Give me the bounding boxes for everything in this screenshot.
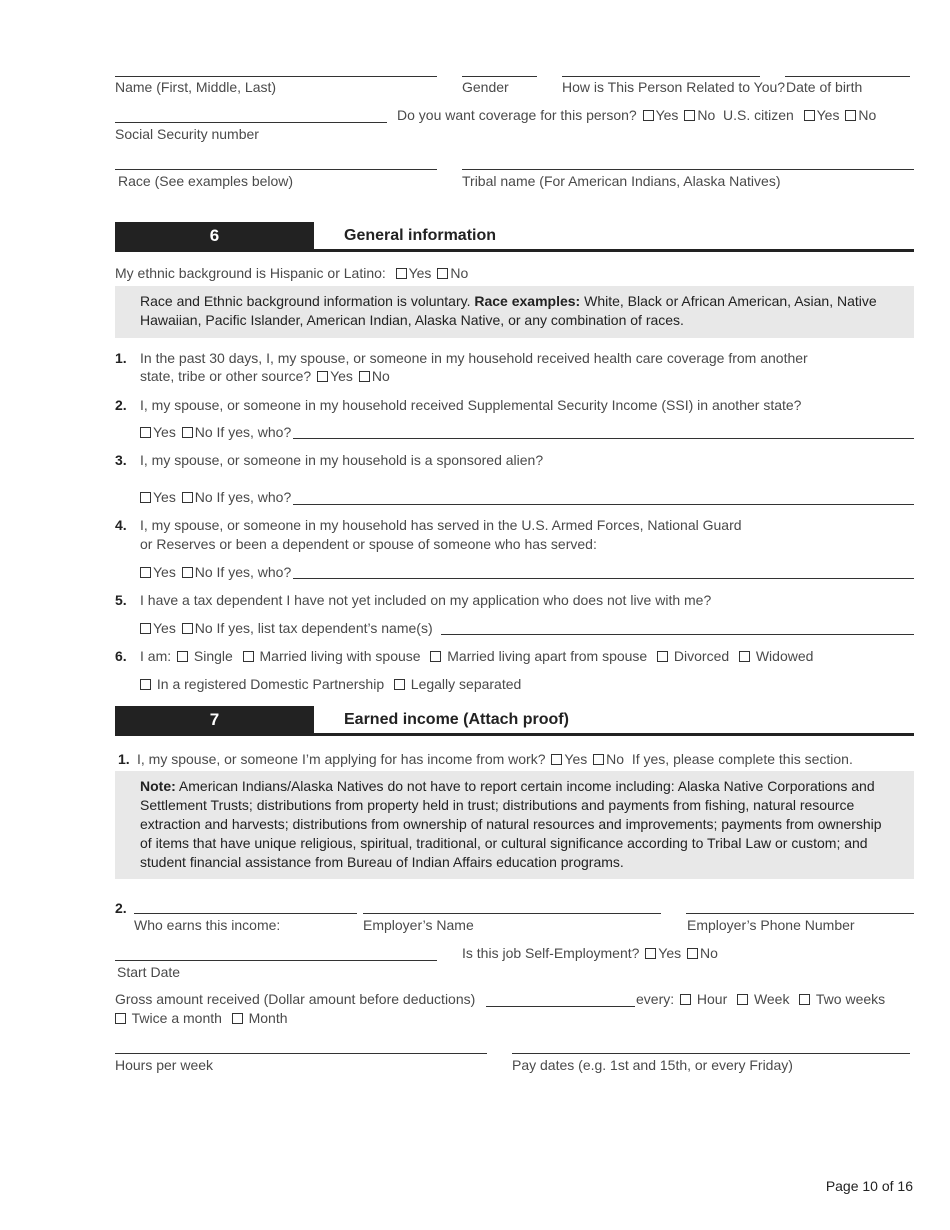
race-note-intro: Race and Ethnic background information is voluntary. bbox=[140, 293, 471, 309]
frequency-row bbox=[636, 991, 885, 1008]
section-7-number: 7 bbox=[115, 706, 314, 734]
s7-q1-no-label: No bbox=[606, 751, 625, 767]
s7-q1-tail: If yes, please complete this section. bbox=[631, 751, 853, 767]
hispanic-question bbox=[115, 265, 468, 282]
q4-answer bbox=[138, 564, 291, 581]
tribal-label: Tribal name (For American Indians, Alaska Natives) bbox=[462, 173, 781, 189]
widowed-checkbox[interactable] bbox=[739, 651, 750, 662]
q2-answer bbox=[138, 424, 291, 441]
ssn-field[interactable] bbox=[115, 122, 387, 123]
domestic-partnership-checkbox[interactable] bbox=[140, 679, 151, 690]
q5-yes-checkbox[interactable] bbox=[140, 623, 151, 634]
divorced-label: Divorced bbox=[673, 648, 730, 664]
q6-label: I am: bbox=[140, 648, 172, 664]
q5-number: 5. bbox=[115, 592, 127, 608]
pay-dates-field[interactable] bbox=[512, 1053, 910, 1054]
q4-line1: I, my spouse, or someone in my household has served in the U.S. Armed Forces, National Guard bbox=[140, 517, 742, 533]
hispanic-yes-label: Yes bbox=[408, 265, 432, 281]
month-label: Month bbox=[248, 1010, 288, 1026]
q2-no-label: No bbox=[194, 424, 213, 440]
q4-yes-checkbox[interactable] bbox=[140, 567, 151, 578]
coverage-yes-checkbox[interactable] bbox=[643, 110, 654, 121]
race-note-box bbox=[115, 286, 914, 338]
race-note-text bbox=[140, 292, 894, 330]
q1-no-checkbox[interactable] bbox=[359, 371, 370, 382]
gender-label: Gender bbox=[462, 79, 509, 95]
married-apart-label: Married living apart from spouse bbox=[447, 648, 648, 664]
coverage-no-checkbox[interactable] bbox=[684, 110, 695, 121]
q3-yes-checkbox[interactable] bbox=[140, 492, 151, 503]
q4-no-checkbox[interactable] bbox=[182, 567, 193, 578]
q3-who-field[interactable] bbox=[293, 504, 914, 505]
s7-q1-no-checkbox[interactable] bbox=[593, 754, 604, 765]
s7-q1-text: I, my spouse, or someone I’m applying for has income from work? bbox=[137, 751, 546, 767]
q5-no-label: No bbox=[194, 620, 213, 636]
s7-q1-row bbox=[137, 751, 853, 768]
pay-dates-label: Pay dates (e.g. 1st and 15th, or every Friday) bbox=[512, 1057, 793, 1073]
dob-label: Date of birth bbox=[786, 79, 863, 95]
citizen-no-checkbox[interactable] bbox=[845, 110, 856, 121]
page-number: Page 10 of 16 bbox=[825, 1178, 913, 1194]
name-label: Name (First, Middle, Last) bbox=[115, 79, 277, 95]
hispanic-no-label: No bbox=[450, 265, 469, 281]
married-with-spouse-label: Married living with spouse bbox=[259, 648, 421, 664]
q1-yes-label: Yes bbox=[330, 368, 353, 384]
hispanic-yes-checkbox[interactable] bbox=[396, 268, 407, 279]
q5-ifyes-label: If yes, list tax dependent’s name(s) bbox=[216, 620, 433, 636]
section-7-header bbox=[115, 706, 914, 736]
q5-yes-label: Yes bbox=[153, 620, 176, 636]
single-label: Single bbox=[193, 648, 233, 664]
q2-number: 2. bbox=[115, 397, 127, 413]
citizen-yes-checkbox[interactable] bbox=[804, 110, 815, 121]
section-6-number: 6 bbox=[115, 222, 314, 250]
hour-label: Hour bbox=[696, 991, 728, 1007]
section-6-rule bbox=[115, 249, 914, 252]
employer-name-field[interactable] bbox=[363, 913, 661, 914]
income-note-box bbox=[115, 771, 914, 879]
q5-names-field[interactable] bbox=[441, 634, 914, 635]
q2-text: I, my spouse, or someone in my household received Supplemental Security Income (SSI) in another state? bbox=[140, 397, 802, 413]
every-label: every: bbox=[636, 991, 675, 1007]
frequency-row2 bbox=[113, 1010, 288, 1027]
name-field[interactable] bbox=[115, 76, 437, 77]
legally-separated-label: Legally separated bbox=[410, 676, 522, 692]
q5-answer bbox=[138, 620, 433, 637]
widowed-label: Widowed bbox=[755, 648, 814, 664]
race-note-bold: Race examples: bbox=[474, 293, 581, 309]
start-date-field[interactable] bbox=[115, 960, 437, 961]
coverage-no-label: No bbox=[697, 107, 716, 123]
q3-yes-label: Yes bbox=[153, 489, 176, 505]
twice-a-month-checkbox[interactable] bbox=[115, 1013, 126, 1024]
q1-number: 1. bbox=[115, 350, 127, 366]
gender-field[interactable] bbox=[462, 76, 537, 77]
month-checkbox[interactable] bbox=[232, 1013, 243, 1024]
week-checkbox[interactable] bbox=[737, 994, 748, 1005]
q6-number: 6. bbox=[115, 648, 127, 664]
tribal-field[interactable] bbox=[462, 169, 914, 170]
q4-yes-label: Yes bbox=[153, 564, 176, 580]
relation-label: How is This Person Related to You? bbox=[562, 79, 786, 95]
section-7-rule bbox=[115, 733, 914, 736]
twice-a-month-label: Twice a month bbox=[131, 1010, 222, 1026]
employer-name-label: Employer’s Name bbox=[363, 917, 474, 933]
q5-text: I have a tax dependent I have not yet included on my application who does not live with me? bbox=[140, 592, 712, 608]
single-checkbox[interactable] bbox=[177, 651, 188, 662]
q1-line2-label: state, tribe or other source? bbox=[140, 368, 312, 384]
hours-field[interactable] bbox=[115, 1053, 487, 1054]
citizen-label: U.S. citizen bbox=[723, 107, 794, 123]
q4-number: 4. bbox=[115, 517, 127, 533]
race-note-examples: White, Black or African American, Asian, Native Hawaiian, Pacific Islander, American Indian, Alaska Native, or any combination of races. bbox=[140, 293, 877, 328]
week-label: Week bbox=[753, 991, 790, 1007]
q6-row2 bbox=[138, 676, 521, 693]
hispanic-question-label: My ethnic background is Hispanic or Latino: bbox=[115, 265, 386, 281]
q1-line2 bbox=[140, 368, 390, 385]
earner-label: Who earns this income: bbox=[134, 917, 281, 933]
hours-label: Hours per week bbox=[115, 1057, 214, 1073]
q4-ifyes-label: If yes, who? bbox=[216, 564, 292, 580]
income-note-bold: Note: bbox=[140, 778, 176, 794]
q3-no-label: No bbox=[194, 489, 213, 505]
q3-number: 3. bbox=[115, 452, 127, 468]
relation-field[interactable] bbox=[562, 76, 760, 77]
race-label: Race (See examples below) bbox=[118, 173, 294, 189]
gross-label: Gross amount received (Dollar amount before deductions) bbox=[115, 991, 476, 1007]
hispanic-no-checkbox[interactable] bbox=[437, 268, 448, 279]
q5-no-checkbox[interactable] bbox=[182, 623, 193, 634]
ssn-label: Social Security number bbox=[115, 126, 259, 142]
q3-answer bbox=[138, 489, 291, 506]
q3-no-checkbox[interactable] bbox=[182, 492, 193, 503]
coverage-question bbox=[397, 107, 876, 124]
q6-row1 bbox=[140, 648, 813, 665]
gross-amount-field[interactable] bbox=[486, 1006, 635, 1007]
hour-checkbox[interactable] bbox=[680, 994, 691, 1005]
coverage-question-label: Do you want coverage for this person? bbox=[397, 107, 637, 123]
self-employment-no-label: No bbox=[700, 945, 718, 961]
q3-text: I, my spouse, or someone in my household is a sponsored alien? bbox=[140, 452, 544, 468]
citizen-yes-label: Yes bbox=[816, 107, 840, 123]
legally-separated-checkbox[interactable] bbox=[394, 679, 405, 690]
employer-phone-label: Employer’s Phone Number bbox=[687, 917, 855, 933]
q2-yes-label: Yes bbox=[153, 424, 176, 440]
self-employment-question: Is this job Self-Employment? bbox=[462, 945, 640, 961]
q1-yes-checkbox[interactable] bbox=[317, 371, 328, 382]
coverage-yes-label: Yes bbox=[655, 107, 679, 123]
q4-no-label: No bbox=[194, 564, 213, 580]
section-7-title: Earned income (Attach proof) bbox=[344, 711, 569, 728]
self-employment-yes-label: Yes bbox=[658, 945, 682, 961]
divorced-checkbox[interactable] bbox=[657, 651, 668, 662]
s7-q1-yes-label: Yes bbox=[564, 751, 588, 767]
q2-who-field[interactable] bbox=[293, 438, 914, 439]
start-date-label: Start Date bbox=[117, 964, 181, 980]
self-employment-row bbox=[462, 945, 718, 962]
self-employment-yes-checkbox[interactable] bbox=[645, 948, 656, 959]
s7-q1-number: 1. bbox=[118, 751, 130, 767]
q1-line1: In the past 30 days, I, my spouse, or someone in my household received health care coverage from another bbox=[140, 350, 808, 366]
q3-ifyes-label: If yes, who? bbox=[216, 489, 292, 505]
q2-no-checkbox[interactable] bbox=[182, 427, 193, 438]
dob-field[interactable] bbox=[785, 76, 910, 77]
income-note-text bbox=[140, 777, 894, 872]
employer-phone-field[interactable] bbox=[686, 913, 914, 914]
two-weeks-label: Two weeks bbox=[815, 991, 886, 1007]
q1-no-label: No bbox=[371, 368, 390, 384]
citizen-no-label: No bbox=[858, 107, 877, 123]
q2-ifyes-label: If yes, who? bbox=[216, 424, 292, 440]
income-note-body: American Indians/Alaska Natives do not have to report certain income including: Alaska Native Corporations and Settlement Trusts; distributions from property held in trust; distributions and payments from fishing, natural resource extraction and harvests; distributions from ownership of natural resources and improvements; payments from ownership of items that have unique religious, spiritual, traditional, or cultural significance according to Tribal Law or custom; and student financial assistance from Bureau of Indian Affairs education programs. bbox=[140, 778, 882, 870]
domestic-partnership-label: In a registered Domestic Partnership bbox=[156, 676, 385, 692]
married-with-spouse-checkbox[interactable] bbox=[243, 651, 254, 662]
q4-line2: or Reserves or been a dependent or spouse of someone who has served: bbox=[140, 536, 597, 552]
self-employment-no-checkbox[interactable] bbox=[687, 948, 698, 959]
section-6-header bbox=[115, 222, 914, 252]
s7-q2-number: 2. bbox=[115, 900, 127, 916]
race-field[interactable] bbox=[115, 169, 437, 170]
section-6-title: General information bbox=[344, 227, 497, 244]
married-apart-checkbox[interactable] bbox=[430, 651, 441, 662]
earner-field[interactable] bbox=[134, 913, 357, 914]
q2-yes-checkbox[interactable] bbox=[140, 427, 151, 438]
two-weeks-checkbox[interactable] bbox=[799, 994, 810, 1005]
q4-who-field[interactable] bbox=[293, 578, 914, 579]
s7-q1-yes-checkbox[interactable] bbox=[551, 754, 562, 765]
